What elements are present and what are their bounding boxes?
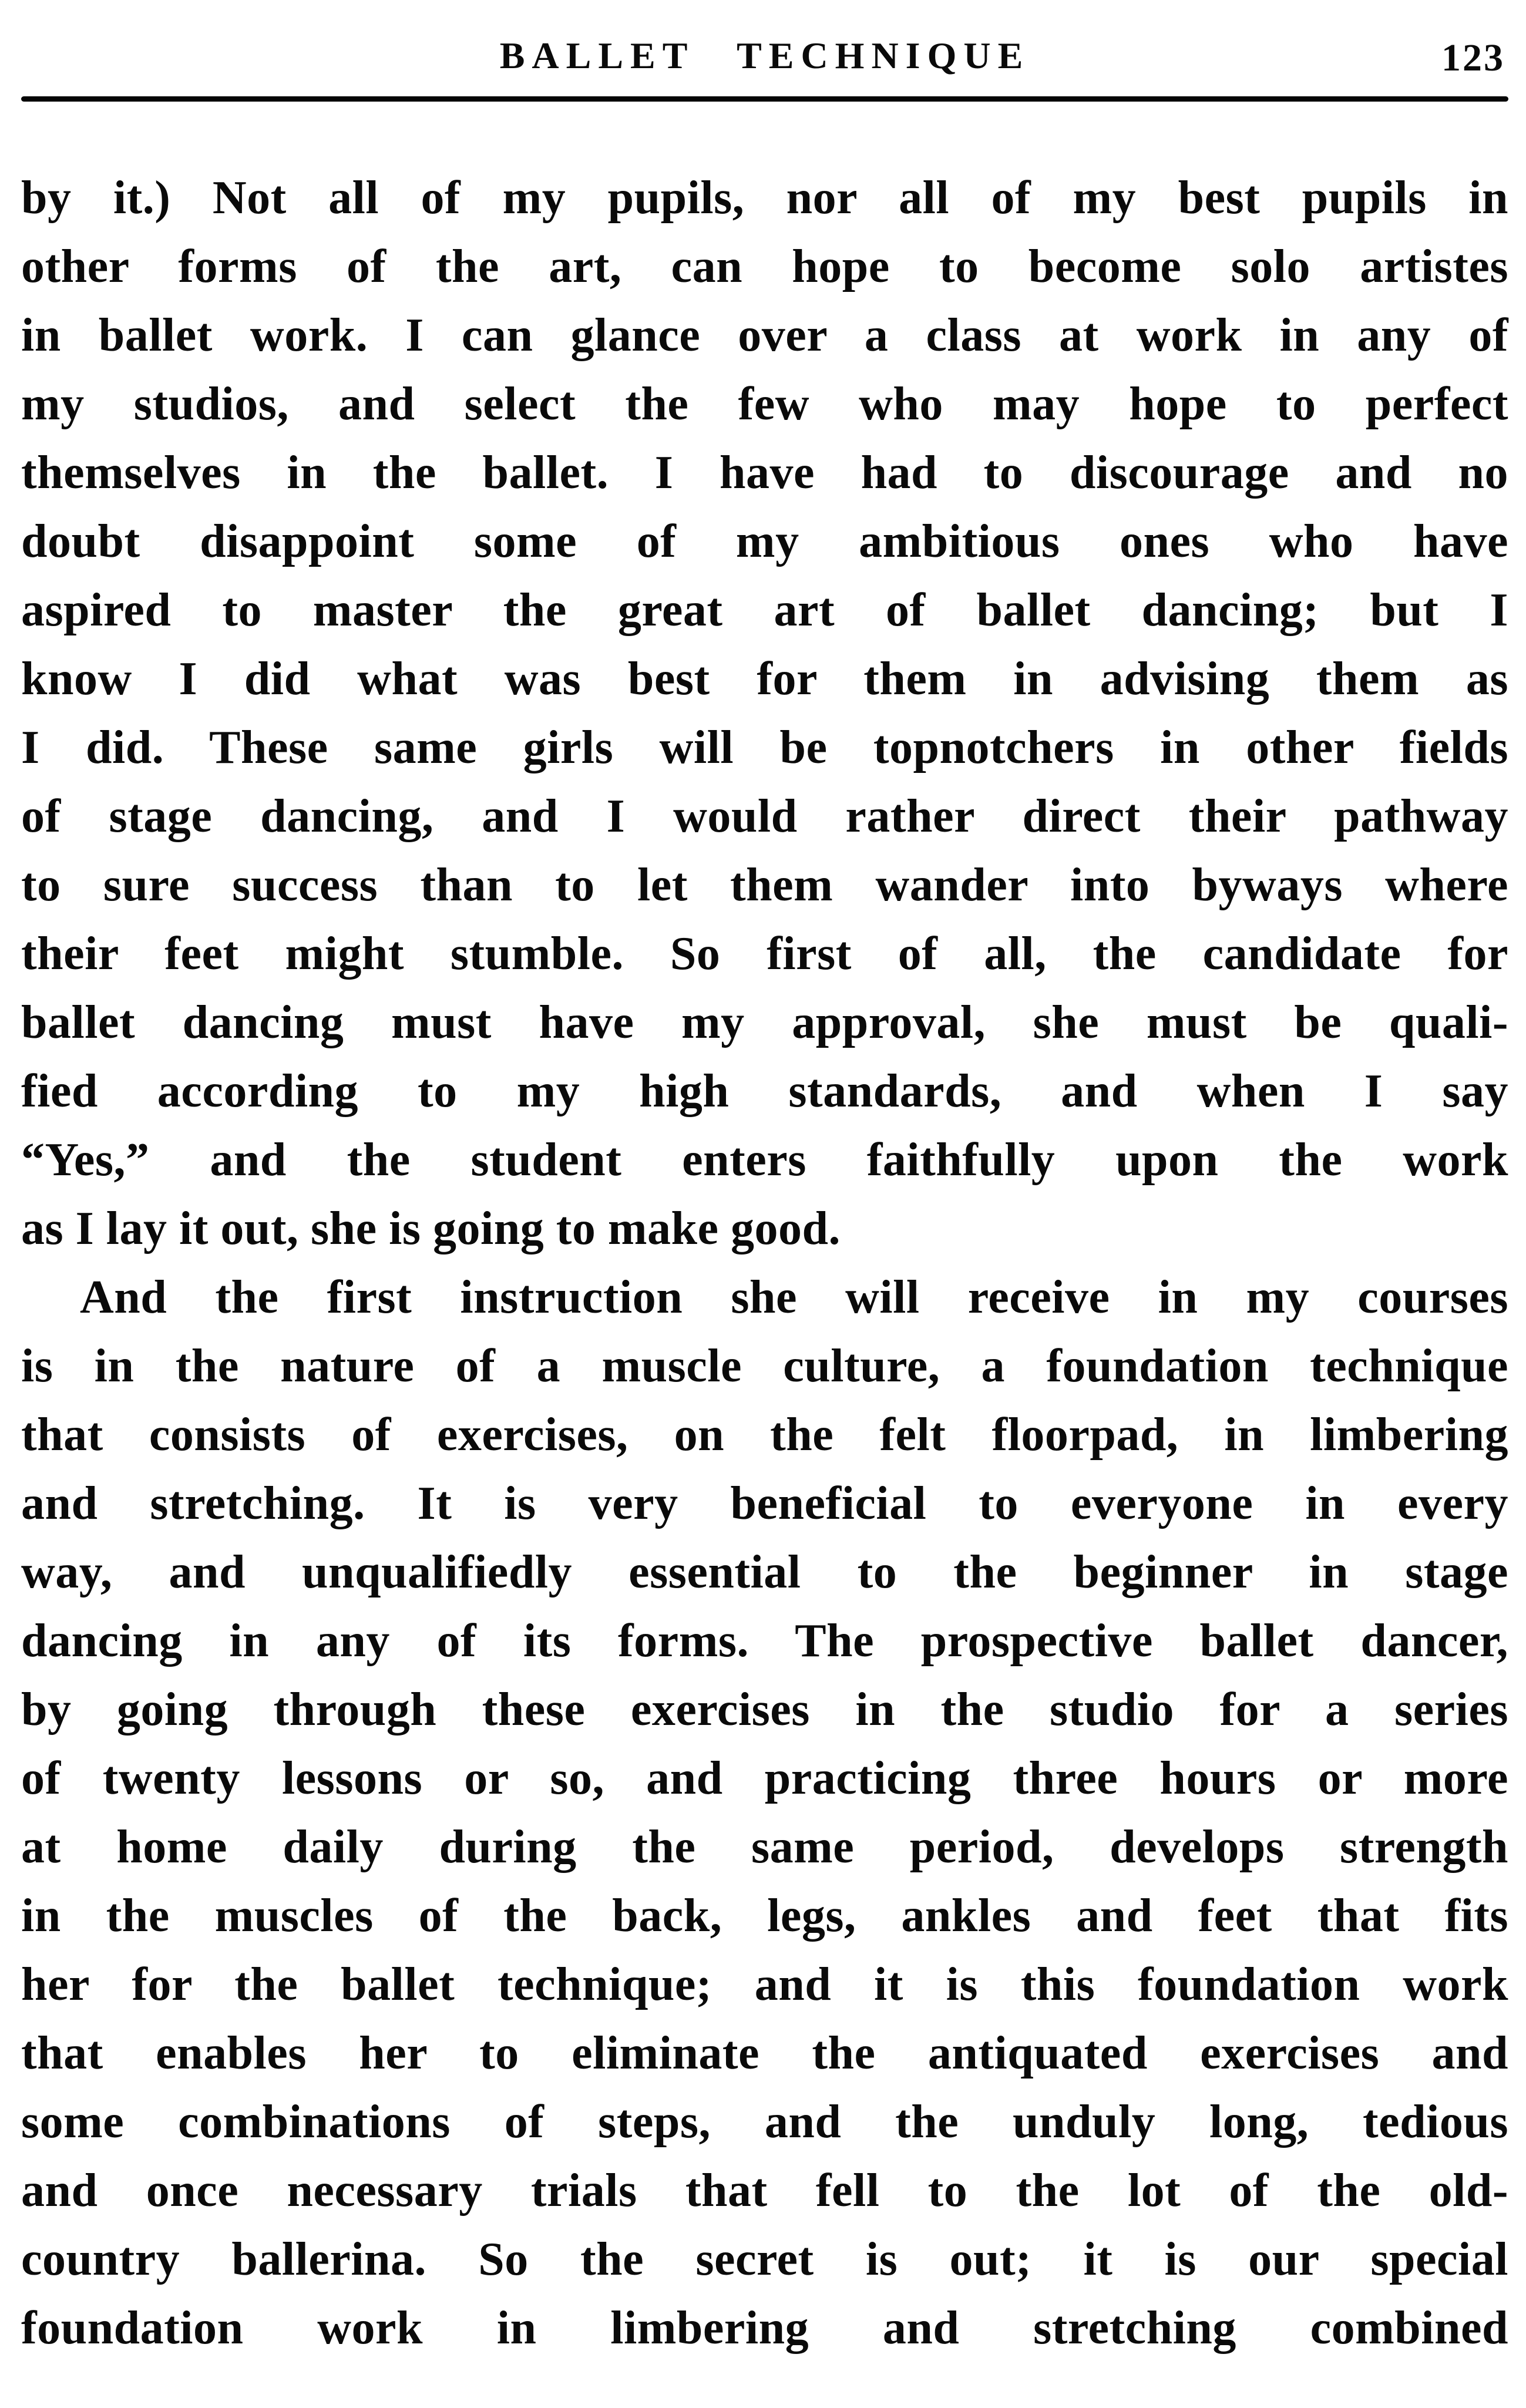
text-line: know I did what was best for them in advising them as xyxy=(21,653,1508,705)
text-line: dancing in any of its forms. The prospective ballet dancer, xyxy=(21,1615,1508,1667)
text-line: at home daily during the same period, develops strength xyxy=(21,1821,1508,1873)
text-line: by it.) Not all of my pupils, nor all of my best pupils in xyxy=(21,172,1508,224)
text-line: her for the ballet technique; and it is this foundation work xyxy=(21,1959,1508,2010)
text-line: and once necessary trials that fell to the lot of the old- xyxy=(21,2165,1508,2217)
text-line: way, and unqualifiedly essential to the beginner in stage xyxy=(21,1546,1508,1598)
text-line: doubt disappoint some of my ambitious ones who have xyxy=(21,516,1508,567)
text-line: country ballerina. So the secret is out; it is our special xyxy=(21,2234,1508,2285)
paragraph xyxy=(21,1263,1508,2363)
paragraph xyxy=(21,164,1508,1263)
text-line: as I lay it out, she is going to make good. xyxy=(21,1203,841,1255)
text-line: And the first instruction she will receive in my courses xyxy=(80,1272,1508,1323)
text-line: of twenty lessons or so, and practicing three hours or more xyxy=(21,1753,1508,1804)
text-line: in the muscles of the back, legs, ankles and feet that fits xyxy=(21,1890,1508,1942)
text-line: in ballet work. I can glance over a class at work in any of xyxy=(21,310,1508,361)
text-line: some combinations of steps, and the unduly long, tedious xyxy=(21,2096,1508,2148)
text-line: by going through these exercises in the studio for a series xyxy=(21,1684,1508,1736)
header-rule-divider xyxy=(21,96,1508,102)
text-line: my studios, and select the few who may hope to perfect xyxy=(21,378,1508,430)
text-line: I did. These same girls will be topnotchers in other fields xyxy=(21,722,1508,773)
text-line: is in the nature of a muscle culture, a foundation technique xyxy=(21,1340,1508,1392)
text-line: and stretching. It is very beneficial to everyone in every xyxy=(21,1478,1508,1529)
running-head xyxy=(21,31,1508,81)
text-line: their feet might stumble. So first of all, the candidate for xyxy=(21,928,1508,980)
text-line: that enables her to eliminate the antiquated exercises and xyxy=(21,2027,1508,2079)
text-line: “Yes,” and the student enters faithfully upon the work xyxy=(21,1134,1508,1186)
text-line: foundation work in limbering and stretching combined xyxy=(21,2302,1508,2354)
text-line: themselves in the ballet. I have had to discourage and no xyxy=(21,447,1508,499)
page-number: 123 xyxy=(1441,36,1505,79)
page-title: BALLET TECHNIQUE xyxy=(499,35,1030,76)
text-line: aspired to master the great art of ballet dancing; but I xyxy=(21,584,1508,636)
text-line: other forms of the art, can hope to become solo artistes xyxy=(21,241,1508,292)
body-text xyxy=(21,164,1508,2363)
text-line: that consists of exercises, on the felt floorpad, in limbering xyxy=(21,1409,1508,1461)
text-line: to sure success than to let them wander into byways where xyxy=(21,859,1508,911)
text-line: fied according to my high standards, and when I say xyxy=(21,1065,1508,1117)
text-line: of stage dancing, and I would rather direct their pathway xyxy=(21,791,1508,842)
text-line: ballet dancing must have my approval, she must be quali- xyxy=(21,997,1508,1048)
